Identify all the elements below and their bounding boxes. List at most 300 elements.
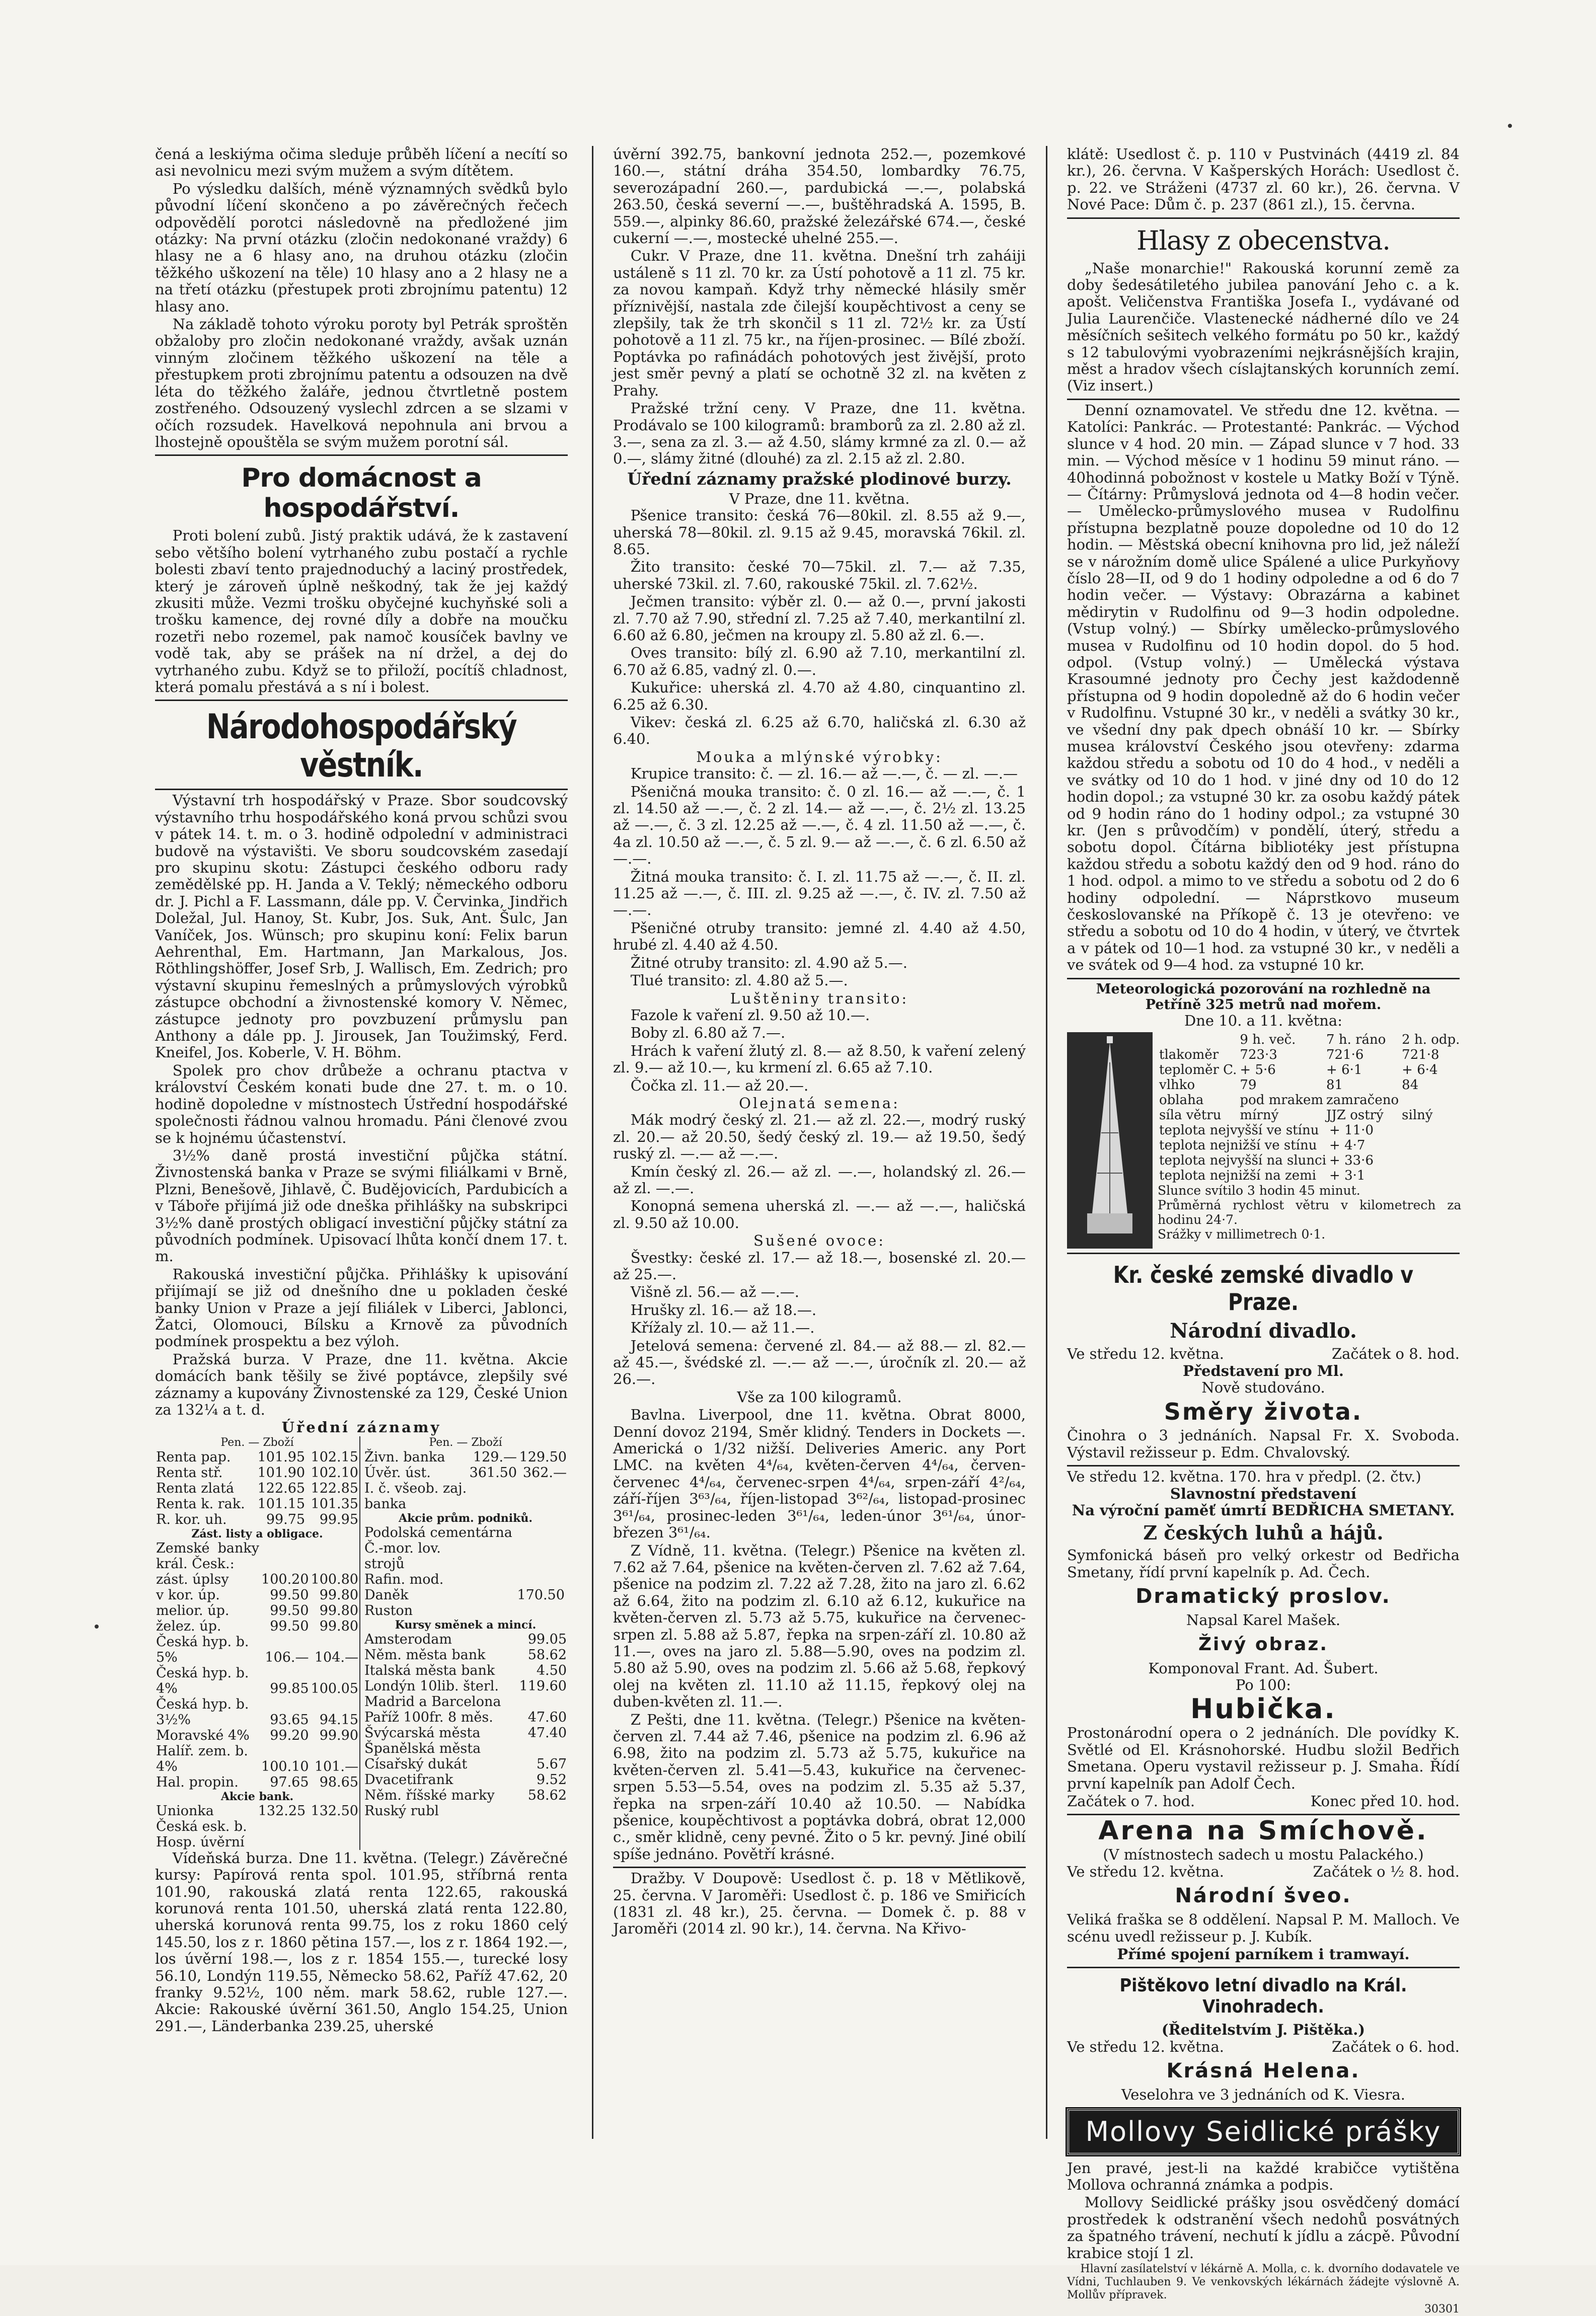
quote-row xyxy=(363,1632,568,1647)
row-value xyxy=(310,1743,359,1759)
theatre-line xyxy=(1067,1793,1460,1810)
row-value: 721·8 xyxy=(1402,1047,1439,1063)
weather-block xyxy=(1067,1032,1460,1249)
weather-date: Dne 10. a 11. května: xyxy=(1184,1012,1342,1029)
article-text: Žitné otruby transito: zl. 4.90 až 5.—. xyxy=(630,954,907,971)
arena-note: Přímé spojení parníkem i tramwayí. xyxy=(1117,1946,1410,1963)
quote-row xyxy=(363,1647,568,1663)
weather-table xyxy=(1158,1032,1461,1123)
article-text: Čočka zl. 11.— až 20.—. xyxy=(630,1076,809,1094)
row-value xyxy=(307,1834,359,1850)
row-value: 170.50 xyxy=(517,1587,565,1603)
advert-text: Mollovy Seidlické prášky jsou osvědčený domácí prostředek k odstranění všech nedohů posvátných za špatného trávení, nechutí k jídlu a zácpě. Původní krabice stojí 1 zl. xyxy=(1067,2194,1460,2262)
row-label: Ruston xyxy=(364,1602,413,1618)
weather-row xyxy=(1158,1153,1375,1168)
row-value xyxy=(566,1525,568,1540)
row-value: + 5·6 xyxy=(1240,1062,1276,1078)
row-value: 7 h. ráno xyxy=(1326,1032,1386,1048)
weather-row xyxy=(1158,1032,1461,1047)
row-value: 99.80 xyxy=(319,1602,358,1618)
quotes-right-table-3 xyxy=(363,1632,568,1819)
summer-theatre-title: Pištěkovo letní divadlo na Král. Vinohradech. xyxy=(1119,1975,1407,2018)
quotes-right-table xyxy=(363,1449,568,1512)
section-rule xyxy=(613,1867,1026,1868)
row-value: 119.60 xyxy=(519,1678,567,1694)
dateline: V Praze, dne 11. května. xyxy=(729,490,910,507)
quotes-header: Pen. — Zboží xyxy=(429,1436,502,1449)
row-value xyxy=(260,1634,310,1650)
row-value xyxy=(310,1540,359,1572)
row-value xyxy=(254,1834,307,1850)
row-value: + 33·6 xyxy=(1329,1153,1374,1169)
theatre-play-title: Směry života. xyxy=(1164,1398,1363,1426)
row-value xyxy=(566,1556,568,1572)
row-label: Česká hyp. b. xyxy=(156,1634,249,1650)
summer-date: Ve středu 12. května. xyxy=(1067,2038,1224,2055)
row-value: 99.80 xyxy=(319,1618,358,1634)
row-label: Madrid a Barcelona xyxy=(364,1693,501,1710)
row-value: 104.— xyxy=(314,1649,358,1665)
row-label: Unionka xyxy=(156,1803,214,1819)
row-value: pod mrakem xyxy=(1240,1093,1324,1108)
section-title-economy: Národohospodářský věstník. xyxy=(206,707,517,786)
row-label: Něm. říšské marky xyxy=(364,1787,495,1803)
quote-row xyxy=(155,1743,359,1759)
row-label: síla větru xyxy=(1159,1108,1222,1123)
row-value: 99.05 xyxy=(527,1631,567,1647)
row-value xyxy=(260,1743,310,1759)
row-value xyxy=(1400,1093,1461,1108)
row-label: 4% xyxy=(156,1680,178,1696)
quotes-subhead: Zást. listy a obligace. xyxy=(191,1527,323,1540)
row-label: Švýcarská města xyxy=(364,1725,481,1741)
arena-title: Arena na Smíchově. xyxy=(1098,1816,1428,1846)
row-label: teplota nejvyšší ve stínu xyxy=(1159,1123,1319,1138)
row-label: Renta stř. xyxy=(156,1464,223,1481)
quotes-left-table-3 xyxy=(155,1803,359,1850)
row-value xyxy=(310,1634,359,1650)
row-label: I. č. všeob. zaj. xyxy=(364,1480,467,1496)
row-value: 58.62 xyxy=(527,1787,567,1803)
column-divider xyxy=(592,146,593,2139)
column-divider xyxy=(1046,146,1047,2139)
article-text: Cukr. V Praze, dne 11. května. Dnešní trh zaháiji ustáleně s 11 zl. 70 kr. za Ústí pohotově a 11 zl. 75 kr. za novou kampaň. Když trhy německé hlásily směr příznivější, nastala zde čilejší koupěchtivost a ceny se zlepšily, tak že trh skončil s 11 zl. 72½ kr. za Ústí pohotově a 11 zl. 75 kr., na říjen-prosinec. — Bílé zboží. Poptávka po rafinádách pohotových jest živější, proto jest směr pevný a platí se ochotně 32 zl. na květen z Prahy. xyxy=(613,247,1026,399)
column-2 xyxy=(613,146,1026,2139)
article-text: Mák modrý český zl. 21.— až zl. 22.—, modrý ruský zl. 20.— až 20.50, šedý český zl. 19.— až 19.50, šedý ruský zl. —.— až —.—. xyxy=(613,1111,1026,1163)
quote-row xyxy=(155,1465,359,1481)
quotes-left-table-2 xyxy=(155,1540,359,1790)
section-rule xyxy=(1067,399,1460,400)
row-label: strojů xyxy=(364,1556,405,1572)
article-text: úvěrní 392.75, bankovní jednota 252.—, pozemkové 160.—, státní dráha 354.50, lombardky 76.75, severozápadní 260.—, pardubická —.—, polabská 263.50, česká severní —.—, buštěhradská A. 1595, B. 559.—, alpinky 86.60, pražské železářské 674.—, české cukerní —.—, mostecké uhelné 255.—. xyxy=(613,145,1026,247)
quote-row xyxy=(363,1710,568,1725)
row-value: 79 xyxy=(1240,1077,1257,1093)
quote-row xyxy=(155,1540,359,1572)
quote-row xyxy=(155,1603,359,1618)
row-label xyxy=(1158,1032,1238,1047)
theatre-note: Nově studováno. xyxy=(1201,1378,1325,1396)
section-rule xyxy=(1067,1967,1460,1968)
row-value xyxy=(514,1694,568,1710)
advert-text: Jen pravé, jest-li na každé krabičce vytištěna Mollova ochranná známka a podpis. xyxy=(1067,2159,1460,2194)
row-value: 361.50 xyxy=(469,1464,517,1481)
theatre-line: Ve středu 12. května. 170. hra v předpl. (2. čtv.) xyxy=(1067,1468,1421,1486)
row-value: 723·3 xyxy=(1240,1047,1277,1063)
subheading: Luštěniny transito: xyxy=(730,989,909,1007)
article-text: Denní oznamovatel. Ve středu dne 12. května. — Katolíci: Pankrác. — Protestanté: Pankrác. — Východ slunce v 4 hod. 20 min. — Západ slunce v 7 hod. 33 min. — Východ měsíce v 1 hodinu 59 minut ráno. — 40hodinná pobožnost v kostele u Matky Boží v Týně. — Čítárny: Průmyslová jednota od 4—8 hodin večer. — Umělecko-průmyslového musea v Rudolfinu přístupna bezplatně pouze dopoledne od 10 do 12 hodin. — Městská obecní knihovna pro lid, jež náleží se v nárožním domě ulice Spálené a ulice Purkyňovy číslo 28—II, od 9 do 1 hodiny odpoledne a od 6 do 7 hodin večer. — Výstavy: Obrazárna a kabinet mědirytin v Rudolfinu od 9—3 hodin odpoledne. (Vstup volný.) — Sbírky umělecko-průmyslového musea v Rudolfinu od 10 hodin dopol. do 5 hod. odpol. (Vstup volný.) — Umělecká výstava Krasoumné jednoty pro Čechy jest každodenně přístupna od 9 hodin dopoledně až do 6 hodin večer v Rudolfinu. Vstupné 30 kr., v neděli a svátky 30 kr., ve všední dny pak dpech obnáší 10 kr. — Sbírky musea království Českého jsou otevřeny: zdarma každou středu a sobotu od 10 do 4 hod., v neděli a ve svátky od 10 do 1 hod. v jiné dny od 10 do 12 hodin dopol.; za vstupné 30 kr. za osobu každý pátek od 9 hodin ráno do 1 hodiny odpol.; za vstupné 30 kr. (Jen s průvodčím) v pondělí, úterý, středu a sobotu dopol. Čítárna bibliotéky jest přístupna každou středu a sobotu každý den od 9 hod. ráno do 1 hod. odpol. a mimo to ve středu a sobotu od 2 do 6 hodiny odpolední. — Náprstkovo museum českoslovanské na Příkopě č. 13 je otevřeno: ve středu a sobotu od 10 do 4 hodin, v úterý, ve čtvrtek a v pátek od 10—1 hod. za vstupné 30 kr., v neděli a ve svátek od 9—4 hod. za vstupné 10 kr. xyxy=(1067,401,1460,974)
row-value xyxy=(515,1540,566,1556)
weather-row xyxy=(1158,1108,1461,1123)
weather-row xyxy=(1158,1138,1375,1153)
weather-row xyxy=(1158,1093,1461,1108)
theatre-play-title: Hubička. xyxy=(1190,1693,1336,1725)
row-value: 102.10 xyxy=(311,1464,358,1481)
quote-row xyxy=(155,1819,359,1834)
quote-row xyxy=(363,1788,568,1803)
article-text: Pražské tržní ceny. V Praze, dne 11. května. Prodávalo se 100 kilogramů: bramborů za zl. 2.80 až zl. 3.—, sena za zl. 3.— až 4.50, slámy krmné za zl. 0.— až 0.—, slámy žitné (dlouhé) za zl. 2.15 až zl. 2.80. xyxy=(613,400,1026,468)
quotes-left-table xyxy=(155,1449,359,1527)
article-text: Fazole k vaření zl. 9.50 až 10.—. xyxy=(630,1006,870,1024)
row-value: 721·6 xyxy=(1326,1047,1364,1063)
quote-row xyxy=(155,1512,359,1527)
row-value: 5.67 xyxy=(536,1756,567,1772)
row-value xyxy=(260,1696,310,1712)
row-value: 99.80 xyxy=(319,1587,358,1603)
advert-text: Hlavní zasílatelství v lékárně A. Molla, c. k. dvorního dodavatele ve Vídni, Tuchlauben 9. Ve venkovských lékárnách žádejte výslovně A. Mollův přípravek. xyxy=(1067,2263,1460,2302)
row-label: Č.-mor. lov. xyxy=(364,1540,441,1556)
article-text: Tlué transito: zl. 4.80 až 5.—. xyxy=(630,972,848,989)
row-value xyxy=(307,1819,359,1834)
article-text: Vikev: česká zl. 6.25 až 6.70, haličská zl. 6.30 až 6.40. xyxy=(613,714,1026,748)
quote-row xyxy=(363,1465,568,1481)
weather-row xyxy=(1158,1062,1461,1077)
row-value xyxy=(514,1741,568,1756)
row-value xyxy=(260,1540,310,1572)
theatre-note: Napsal Karel Mašek. xyxy=(1186,1611,1341,1629)
row-label: 3½% xyxy=(156,1712,191,1728)
article-text: Višně zl. 56.— až —.—. xyxy=(630,1283,799,1301)
row-value: 129.— xyxy=(473,1449,517,1465)
row-value: 132.50 xyxy=(311,1803,358,1819)
theatre-start: Začátek o 7. hod. xyxy=(1067,1793,1195,1810)
section-rule xyxy=(155,700,568,701)
article-text: Vše za 100 kilogramů. xyxy=(737,1388,902,1406)
row-value: 101.— xyxy=(314,1758,358,1774)
quote-row xyxy=(155,1774,359,1790)
row-value xyxy=(468,1481,518,1496)
summer-line xyxy=(1067,2039,1460,2055)
arena-line xyxy=(1067,1864,1460,1880)
row-value: 100.05 xyxy=(311,1680,358,1696)
row-value: 97.65 xyxy=(270,1774,309,1790)
quote-row xyxy=(155,1449,359,1465)
row-label: Renta pap. xyxy=(156,1449,231,1465)
advert-code: 30301 xyxy=(1424,2303,1460,2316)
quote-row xyxy=(363,1603,568,1618)
quote-row xyxy=(155,1759,359,1774)
row-value: + 4·7 xyxy=(1329,1138,1365,1153)
quote-row xyxy=(155,1496,359,1512)
section-rule xyxy=(1067,1253,1460,1254)
weather-row xyxy=(1158,1047,1461,1062)
row-value: 2 h. odp. xyxy=(1402,1032,1460,1048)
row-label: Moravské 4% xyxy=(156,1727,250,1743)
row-label: Česká esk. b. xyxy=(156,1818,247,1834)
row-value: 101.95 xyxy=(257,1449,306,1465)
row-value: 99.90 xyxy=(319,1727,358,1743)
quote-row xyxy=(363,1803,568,1819)
article-text: Kmín český zl. 26.— až zl. —.—, holandský zl. 26.— až zl. —.—. xyxy=(613,1163,1026,1197)
row-label: Halíř. zem. b. xyxy=(156,1743,248,1759)
row-label: melior. úp. xyxy=(156,1602,230,1618)
quotes-subhead: Akcie bank. xyxy=(220,1790,294,1803)
weather-row xyxy=(1158,1168,1375,1183)
row-label: 5% xyxy=(156,1649,178,1665)
row-label: teplota nejvyšší na slunci xyxy=(1159,1153,1327,1169)
row-value: 99.85 xyxy=(270,1680,309,1696)
row-value xyxy=(260,1665,310,1681)
quote-row xyxy=(155,1834,359,1850)
quote-row xyxy=(363,1496,568,1512)
article-text: Křížaly zl. 10.— až 11.—. xyxy=(630,1319,815,1337)
article-text: klátě: Usedlost č. p. 110 v Pustvinách (4419 zl. 84 kr.), 26. června. V Kašperských Horách: Usedlost č. p. 22. ve Stráženi (4737 zl. 60 kr.), 26. června. V Nové Pace: Dům č. p. 237 (861 zl.), 15. června. xyxy=(1067,145,1460,213)
row-label: teplota nejnižší na zemi xyxy=(1159,1168,1317,1184)
quote-row xyxy=(363,1540,568,1556)
row-value: 132.25 xyxy=(258,1803,306,1819)
row-value: 122.85 xyxy=(311,1480,358,1496)
quotes-right-table-2 xyxy=(363,1525,568,1618)
row-label: Daněk xyxy=(364,1587,409,1603)
quotes-subhead: Kursy směnek a mincí. xyxy=(395,1618,537,1632)
row-value xyxy=(515,1603,566,1618)
article-text: Pšenice transito: česká 76—80kil. zl. 8.55 až 9.—, uherská 78—80kil. zl. 9.15 až 9.45, moravská 76kil. zl. 8.65. xyxy=(613,507,1026,558)
row-label: Paříž 100fr. 8 měs. xyxy=(364,1709,493,1725)
row-value: 81 xyxy=(1326,1077,1343,1093)
row-value: 122.65 xyxy=(257,1480,306,1496)
arena-play-title: Národní šveo. xyxy=(1175,1884,1352,1908)
row-value: + 6·1 xyxy=(1326,1062,1362,1078)
row-value: 362.— xyxy=(522,1464,567,1481)
quote-row xyxy=(155,1803,359,1819)
article-text: Hrách k vaření žlutý zl. 8.— až 8.50, k vaření zelený zl. 9.— až 10.—, ku krmení zl. 6.65 až 7.10. xyxy=(613,1042,1026,1076)
row-label: vlhko xyxy=(1159,1077,1195,1093)
section-rule xyxy=(155,454,568,456)
column-1 xyxy=(155,146,568,2139)
row-value xyxy=(514,1803,568,1819)
row-value: 9.52 xyxy=(536,1771,567,1788)
row-value: zamračeno xyxy=(1326,1093,1399,1108)
quote-row xyxy=(363,1725,568,1741)
theatre-play-title: Živý obraz. xyxy=(1198,1634,1329,1655)
article-text: čená a leskiýma očima sleduje průběh líčení a necítí so asi nevolnicu mezi svým mužem a svým dítětem. xyxy=(155,145,568,180)
quote-row xyxy=(363,1525,568,1540)
row-label: zást. úplsy xyxy=(156,1571,229,1587)
quotes-right xyxy=(359,1436,568,1850)
weather-title: Meteorologická pozorování na rozhledně na Petříně 325 metrů nad mořem. xyxy=(1096,981,1431,1013)
quote-row xyxy=(155,1696,359,1712)
quotes-title: Úřední záznamy xyxy=(281,1419,441,1436)
section-rule xyxy=(1067,217,1460,219)
theatre-note: Představení pro Ml. xyxy=(1182,1362,1344,1379)
theatre-date: Ve středu 12. května. xyxy=(1067,1345,1224,1363)
row-value xyxy=(254,1819,307,1834)
arena-start: Začátek o ½ 8. hod. xyxy=(1313,1863,1460,1880)
weather-note: Slunce svítilo 3 hodin 45 minut. xyxy=(1158,1183,1360,1198)
row-value: 100.80 xyxy=(311,1571,358,1587)
quote-row xyxy=(363,1587,568,1603)
quote-row xyxy=(155,1650,359,1665)
article-text: Kukuřice: uherská zl. 4.70 až 4.80, cinquantino zl. 6.25 až 6.30. xyxy=(613,679,1026,713)
quote-row xyxy=(155,1618,359,1634)
quote-row xyxy=(155,1634,359,1650)
row-label: R. kor. uh. xyxy=(156,1511,227,1527)
article-text: Pšeničné otruby transito: jemné zl. 4.40 až 4.50, hrubé zl. 4.40 až 4.50. xyxy=(613,919,1026,954)
row-label: želez. úp. xyxy=(156,1618,221,1634)
quote-row xyxy=(155,1665,359,1681)
row-value: 9 h. več. xyxy=(1240,1032,1296,1048)
theatre-description: Symfonická báseň pro velký orkestr od Bedřicha Smetany, řídí první kapelník p. Ad. Čech. xyxy=(1067,1547,1460,1581)
subheading: Sušené ovoce: xyxy=(753,1232,886,1250)
theatre-note: Po 100: xyxy=(1235,1676,1291,1693)
quote-row xyxy=(155,1572,359,1587)
article-text: Výstavní trh hospodářský v Praze. Sbor soudcovský výstavního trhu hospodářského koná prvou schůzi svou v pátek 14. t. m. o 3. hodině odpolední v administraci budově na výstavišti. Ve sboru soudcovském zasedají pro skupinu skotu: Zástupci českého odboru rady zemědělské pp. H. Janda a V. Teklý; německého odboru dr. J. Pichl a F. Lassmann, dále pp. V. Červinka, Jindřich Doležal, Jul. Hanoy, St. Kubr, Jos. Suk, Ant. Šulc, Jan Vaníček, Jos. Wünsch; pro skupinu koní: Felix barun Aehrenthal, Em. Hartmann, Jan Markalous, Jos. Röthlingshöffer, Josef Srb, J. Wallisch, Em. Zedrich; pro výstavní skupinu řemeslných a průmyslových výrobků zástupce obchodní a živnostenské komory V. Němec, zástupce jednoty pro povzbuzení průmyslu pan Anthony a dále pp. J. Jirousek, Jan Toužimský, Ferd. Kneifel, Jos. Koberle, V. H. Böhm. xyxy=(155,792,568,1061)
row-label: 4% xyxy=(156,1758,178,1774)
section-title-household: Pro domácnost a hospodářství. xyxy=(241,463,482,524)
article-text: Ječmen transito: výběr zl. 0.— až 0.—, první jakosti zl. 7.70 až 7.90, střední zl. 7.25 až 7.40, merkantilní zl. 6.60 až 6.80, ječmen na kroupy zl. 5.80 až zl. 6.—. xyxy=(613,593,1026,644)
advert-banner: Mollovy Seidlické prášky xyxy=(1067,2109,1460,2155)
row-label: Úvěr. úst. xyxy=(364,1464,431,1481)
theatre-line xyxy=(1067,1346,1460,1362)
weather-data xyxy=(1158,1032,1461,1249)
quote-row xyxy=(363,1678,568,1694)
article-text: Bavlna. Liverpool, dne 11. května. Obrat 8000, Denní dovoz 2194, Směr klidný. Tenders in Dockets —. Americká o 1/32 nižší. Deliveries Americ. any Port LMC. na květen 4⁴/₆₄, květen-červen 4⁴/₆₄, červen-červenec 4⁴/₆₄, červenec-srpen 4⁴/₆₄, srpen-září 4²/₆₄, září-říjen 3⁶³/₆₄, říjen-listopad 3⁶²/₆₄, listopad-prosinec 3⁶¹/₆₄, prosinec-leden 3⁶¹/₆₄, leden-únor 3⁶¹/₆₄, únor-březen 3⁶¹/₆₄. xyxy=(613,1406,1026,1541)
theatre-end: Konec před 10. hod. xyxy=(1310,1793,1460,1810)
quote-row xyxy=(363,1741,568,1756)
article-text: Z Vídně, 11. května. (Telegr.) Pšenice na květen zl. 7.62 až 7.64, pšenice na květen-červen zl. 7.62 až 7.64, pšenice na podzim zl. 7.22 až 7.28, žito na jaro zl. 6.62 až 6.64, žito na podzim zl. 6.10 až 6.12, kukuřice na květen-červen zl. 5.73 až 5.75, kukuřice na červenec-srpen zl. 5.88 až 5.87, řepka na srpen-září zl. 10.80 až 11.—, oves na jaro zl. 5.88—5.90, oves na podzim zl. 5.80 až 5.90, oves na podzim zl. 5.66 až 5.68, řepkový olej na květen zl. 11.10 až 11.15, řepkový olej na duben-květen zl. 11.—. xyxy=(613,1541,1026,1711)
row-label: Hosp. úvěrní xyxy=(156,1834,245,1850)
row-label: tlakoměr xyxy=(1159,1047,1219,1063)
article-text: Žito transito: české 70—75kil. zl. 7.— až 7.35, uherské 73kil. zl. 7.60, rakouské 75kil. zl. 7.62½. xyxy=(613,558,1026,592)
row-value: 106.— xyxy=(265,1649,309,1665)
subheading: Olejnatá semena: xyxy=(739,1094,900,1112)
row-value xyxy=(566,1603,568,1618)
petrin-tower-icon xyxy=(1067,1032,1153,1249)
arena-description: Veliká fraška se 8 oddělení. Napsal P. M. Malloch. Ve scénu uvedl režisseur p. J. Kubík. xyxy=(1067,1911,1460,1945)
article-text: Žitná mouka transito: č. I. zl. 11.75 až —.—, č. II. zl. 11.25 až —.—, č. III. zl. 9.25 až —.—, č. IV. zl. 7.50 až —.—. xyxy=(613,868,1026,919)
row-value: 101.15 xyxy=(257,1496,306,1512)
row-label: Česká hyp. b. xyxy=(156,1665,249,1681)
row-label: Česká hyp. b. xyxy=(156,1696,249,1712)
article-text: Jetelová semena: červené zl. 84.— až 88.— zl. 82.— až 45.—, švédské zl. —.— až —.—, úročník zl. 20.— až 26.—. xyxy=(613,1337,1026,1388)
row-value: 99.75 xyxy=(266,1511,306,1527)
theatre-play-title: Z českých luhů a hájů. xyxy=(1143,1521,1384,1545)
row-label: Renta zlatá xyxy=(156,1480,235,1496)
row-label: banka xyxy=(364,1496,407,1512)
summer-description: Veselohra ve 3 jednáních od K. Viesra. xyxy=(1121,2086,1405,2104)
row-value xyxy=(566,1572,568,1587)
row-value: 84 xyxy=(1402,1077,1419,1093)
row-value xyxy=(566,1540,568,1556)
theatre-note: Komponoval Frant. Ad. Šubert. xyxy=(1148,1659,1379,1677)
row-value: 100.20 xyxy=(261,1571,309,1587)
row-value: + 3·1 xyxy=(1329,1168,1365,1184)
quote-row xyxy=(363,1756,568,1772)
theatre-subtitle: Národní divadlo. xyxy=(1170,1319,1357,1343)
row-value: 99.50 xyxy=(270,1618,309,1634)
quote-row xyxy=(363,1663,568,1678)
row-value: 93.65 xyxy=(270,1712,309,1728)
weather-row xyxy=(1158,1077,1461,1093)
article-text: Pšeničná mouka transito: č. 0 zl. 16.— až —.—, č. 1 zl. 14.50 až —.—, č. 2 zl. 14.— až —.—, č. 2½ zl. 13.25 až —.—, č. 3 zl. 12.25 až —.—, č. 4 zl. 11.50 až —.—, č. 4a zl. 10.50 až —.—, č. 5 zl. 9.— až —.—, č. 6 zl. 6.50 až —.—. xyxy=(613,783,1026,868)
row-value: 99.50 xyxy=(270,1587,309,1603)
theatre-note: Slavnostní představení xyxy=(1170,1485,1357,1502)
quote-row xyxy=(155,1481,359,1496)
row-value xyxy=(468,1496,518,1512)
row-value: 99.95 xyxy=(319,1511,358,1527)
article-text: Vídeňská burza. Dne 11. května. (Telegr.) Závěrečné kursy: Papírová renta spol. 101.95, stříbrná renta 101.90, rakouská zlatá renta 122.65, rakouská korunová renta 101.50, uherská zlatá renta 122.80, uherská korunová renta 99.75, los z roku 1860 celý 145.50, los z r. 1860 pětina 157.—, los z r. 1864 192.—, los úvěrní 198.—, los z r. 1854 155.—, turecké losy 56.10, Londýn 119.55, Německo 58.62, Paříž 47.62, 20 franky 9.52½, 100 něm. mark 58.62, ruble 127.—. Akcie: Rakouské úvěrní 361.50, Anglo 154.25, Union 291.—, Länderbanka 239.25, uherské xyxy=(155,1849,568,2035)
article-text: 3½% daně prostá investiční půjčka státní. Živnostenská banka v Praze se svými filiálkami v Brně, Plzni, Benešově, Jihlavě, Č. Budějovicích, Pardubicích a v Táboře přijímá již ode dneška přihlášky na subskripci 3½% daně prostých obligací investiční půjčky státní za původních podmínek. Upisovací lhůta končí dnem 17. t. m. xyxy=(155,1146,568,1265)
arena-date: Ve středu 12. května. xyxy=(1067,1863,1224,1880)
row-label: Podolská cementárna xyxy=(364,1524,512,1540)
section-rule xyxy=(1067,1465,1460,1466)
row-label: v kor. úp. xyxy=(156,1587,220,1603)
row-label: Italská města bank xyxy=(364,1662,495,1678)
row-label: oblaha xyxy=(1159,1093,1204,1108)
quote-row xyxy=(363,1556,568,1572)
quotes-subhead: Akcie prům. podniků. xyxy=(399,1511,533,1525)
weather-extremes xyxy=(1158,1123,1375,1183)
row-label: Zemské banky král. Česk.: xyxy=(156,1540,260,1572)
article-text: Z Pešti, dne 11. května. (Telegr.) Pšenice na květen-červen zl. 7.44 až 7.46, pšenice na podzim zl. 6.96 až 6.98, žito na podzim zl. 5.73 až 5.75, kukuřice na květen-červen zl. 5.41—5.43, kukuřice na červenec-srpen 5.53—5.54, oves na podzim zl. 5.35 až 5.37, řepka na srpen-září 10.40 až 10.50. — Nabídka pšenice, koupěchtivost a poptávka dobrá, obrat 12,000 c., směr klidně, ceny pevné. Žito o 5 kr. pevný. Jiné obilí spíše jednáno. Povětří krásné. xyxy=(613,1711,1026,1863)
row-label: Něm. města bank xyxy=(364,1647,486,1663)
row-value: 129.50 xyxy=(519,1449,567,1465)
quotes-left xyxy=(155,1436,359,1850)
row-value: 102.15 xyxy=(311,1449,358,1465)
article-text: Dražby. V Doupově: Usedlost č. p. 18 v Mětlikově, 25. června. V Jaroměři: Usedlost č. p. 186 ve Smiřicích (1831 zl. 48 kr.), 25. června. — Domek č. p. 88 v Jaroměři (2014 zl. 90 kr.), 14. června. Na Křivo- xyxy=(613,1870,1026,1938)
quote-row xyxy=(155,1712,359,1728)
row-value: + 11·0 xyxy=(1329,1123,1374,1138)
column-3 xyxy=(1067,145,1462,2316)
row-value: 99.20 xyxy=(270,1727,309,1743)
summer-start: Začátek o 6. hod. xyxy=(1331,2038,1460,2055)
row-value xyxy=(515,1556,566,1572)
article-text: Krupice transito: č. — zl. 16.— až —.—, č. — zl. —.— xyxy=(630,765,1018,783)
quote-row xyxy=(155,1728,359,1743)
row-value: 101.90 xyxy=(257,1464,306,1481)
weather-note: Průměrná rychlost větru v kilometrech za hodinu 24·7. xyxy=(1158,1198,1462,1227)
grain-exchange-title: Úřední záznamy pražské plodinové burzy. xyxy=(627,469,1012,489)
row-label: teplota nejnižší ve stínu xyxy=(1159,1138,1317,1153)
row-value: 99.50 xyxy=(270,1602,309,1618)
article-text: Boby zl. 6.80 až 7.—. xyxy=(630,1024,786,1042)
row-label: Dvacetifrank xyxy=(364,1771,453,1788)
row-label: Císařský dukát xyxy=(364,1756,468,1772)
row-value: + 6·4 xyxy=(1402,1062,1438,1078)
row-value xyxy=(518,1481,568,1496)
row-label: Živn. banka xyxy=(364,1449,445,1465)
section-rule xyxy=(1067,978,1460,979)
weather-row xyxy=(1158,1123,1375,1138)
section-title-voices: Hlasy z obecenstva. xyxy=(1136,225,1390,256)
article-text: Oves transito: bílý zl. 6.90 až 7.10, merkantilní zl. 6.70 až 6.85, vadný zl. 0.—. xyxy=(613,644,1026,678)
row-label: Londýn 10lib. šterl. xyxy=(364,1678,499,1694)
row-label: Ruský rubl xyxy=(364,1803,439,1819)
row-value: silný xyxy=(1402,1108,1433,1123)
article-text: Spolek pro chov drůbeže a ochranu ptactva v království Českém konati bude dne 27. t. m. o 10. hodině dopoledne v místnostech Ústřední hospodářské společnosti řádnou valnou hromadu. Páni členové zvou se k hojnému účastenství. xyxy=(155,1061,568,1146)
row-value xyxy=(310,1665,359,1681)
row-value: JJZ ostrý xyxy=(1326,1108,1384,1123)
row-value: 101.35 xyxy=(311,1496,358,1512)
